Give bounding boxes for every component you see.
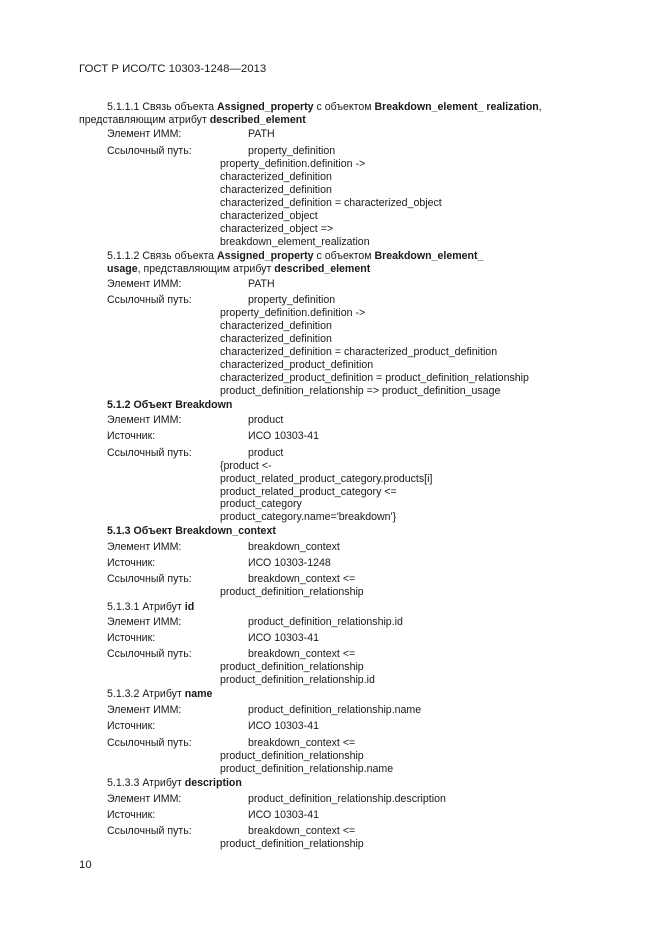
ref-path-line: characterized_definition	[220, 171, 332, 183]
imm-value: product_definition_relationship.name	[248, 704, 422, 716]
source-value: ИСО 10303-41	[248, 720, 319, 732]
ref-label: Ссылочный путь:	[107, 825, 192, 837]
document-header: ГОСТ Р ИСО/ТС 10303-1248—2013	[79, 63, 267, 75]
ref-path-line: characterized_object	[220, 210, 318, 222]
ref-path-line: property_definition.definition ->	[220, 158, 366, 170]
ref-path-line: characterized_product_definition	[220, 359, 374, 371]
source-label: Источник:	[107, 809, 156, 821]
page-number: 10	[79, 859, 92, 871]
ref-label: Ссылочный путь:	[107, 145, 192, 157]
source-value: ИСО 10303-1248	[248, 557, 331, 569]
ref-path-line: product_definition_relationship	[220, 661, 364, 673]
imm-value: PATH	[248, 128, 275, 140]
ref-label: Ссылочный путь:	[107, 737, 192, 749]
ref-path-line: product_related_product_category.products[i]	[220, 473, 433, 485]
section-5-1-1-2-heading: 5.1.1.2 Связь объекта Assigned_property с объектом Breakdown_element_	[107, 250, 484, 262]
ref-path-line: breakdown_context <=	[248, 573, 356, 585]
ref-path-line: property_definition	[248, 145, 336, 157]
ref-path-line: product_related_product_category <=	[220, 486, 397, 498]
ref-path-line: product_definition_relationship => product_definition_usage	[220, 385, 501, 397]
ref-label: Ссылочный путь:	[107, 447, 192, 459]
ref-path-line: characterized_definition	[220, 320, 332, 332]
imm-value: product	[248, 414, 284, 426]
source-value: ИСО 10303-41	[248, 809, 319, 821]
ref-path-line: product_category.name='breakdown'}	[220, 511, 397, 523]
source-value: ИСО 10303-41	[248, 430, 319, 442]
imm-label: Элемент ИММ:	[107, 541, 182, 553]
source-label: Источник:	[107, 430, 156, 442]
ref-path-line: characterized_definition = characterized_object	[220, 197, 442, 209]
section-5-1-1-1-heading-cont: представляющим атрибут described_element	[79, 114, 306, 126]
ref-path-line: property_definition.definition ->	[220, 307, 366, 319]
imm-label: Элемент ИММ:	[107, 414, 182, 426]
ref-path-line: product_definition_relationship.id	[220, 674, 375, 686]
ref-path-line: characterized_definition	[220, 333, 332, 345]
imm-value: breakdown_context	[248, 541, 340, 553]
imm-label: Элемент ИММ:	[107, 616, 182, 628]
section-5-1-3-1-heading: 5.1.3.1 Атрибут id	[107, 601, 195, 613]
ref-path-line: product_definition_relationship.name	[220, 763, 394, 775]
section-5-1-2-heading: 5.1.2 Объект Breakdown	[107, 399, 233, 411]
ref-path-line: breakdown_context <=	[248, 737, 356, 749]
ref-path-line: property_definition	[248, 294, 336, 306]
ref-path-line: characterized_object =>	[220, 223, 334, 235]
ref-path-line: characterized_definition	[220, 184, 332, 196]
imm-label: Элемент ИММ:	[107, 278, 182, 290]
ref-label: Ссылочный путь:	[107, 294, 192, 306]
imm-value: PATH	[248, 278, 275, 290]
imm-value: product_definition_relationship.id	[248, 616, 403, 628]
ref-path-line: {product <-	[220, 460, 272, 472]
imm-label: Элемент ИММ:	[107, 704, 182, 716]
imm-label: Элемент ИММ:	[107, 128, 182, 140]
section-5-1-3-heading: 5.1.3 Объект Breakdown_context	[107, 525, 276, 537]
ref-label: Ссылочный путь:	[107, 648, 192, 660]
ref-path-line: characterized_definition = characterized_product_definition	[220, 346, 498, 358]
source-label: Источник:	[107, 720, 156, 732]
imm-value: product_definition_relationship.description	[248, 793, 446, 805]
section-5-1-1-2-heading-cont: usage, представляющим атрибут described_element	[107, 263, 371, 275]
ref-path-line: product	[248, 447, 284, 459]
section-5-1-1-1-heading: 5.1.1.1 Связь объекта Assigned_property с объектом Breakdown_element_ realization,	[107, 101, 542, 113]
ref-label: Ссылочный путь:	[107, 573, 192, 585]
section-5-1-3-2-heading: 5.1.3.2 Атрибут name	[107, 688, 213, 700]
section-5-1-3-3-heading: 5.1.3.3 Атрибут description	[107, 777, 242, 789]
source-value: ИСО 10303-41	[248, 632, 319, 644]
ref-path-line: characterized_product_definition = product_definition_relationship	[220, 372, 529, 384]
source-label: Источник:	[107, 557, 156, 569]
ref-path-line: breakdown_context <=	[248, 825, 356, 837]
ref-path-line: product_definition_relationship	[220, 838, 364, 850]
source-label: Источник:	[107, 632, 156, 644]
imm-label: Элемент ИММ:	[107, 793, 182, 805]
ref-path-line: product_category	[220, 498, 302, 510]
ref-path-line: breakdown_element_realization	[220, 236, 370, 248]
ref-path-line: breakdown_context <=	[248, 648, 356, 660]
ref-path-line: product_definition_relationship	[220, 586, 364, 598]
ref-path-line: product_definition_relationship	[220, 750, 364, 762]
